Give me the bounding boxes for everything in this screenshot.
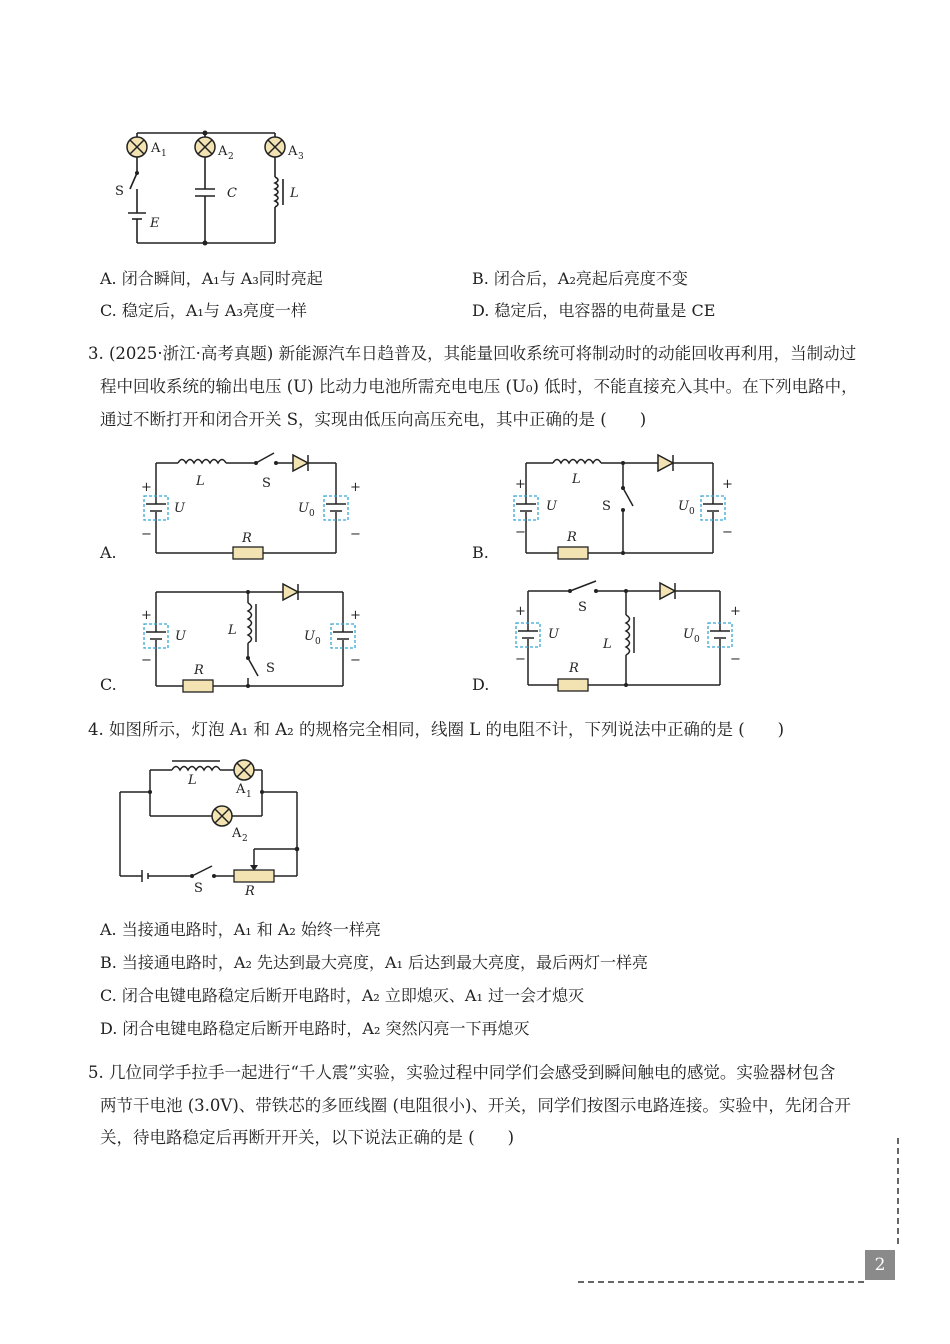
q3b-label-u0: U: [678, 499, 689, 514]
page-corner-decoration: [570, 1130, 910, 1290]
q3-circuit-c: [138, 578, 363, 693]
q3a-label-u: U: [174, 501, 185, 516]
q3b-label-u0-sub: 0: [689, 507, 695, 517]
q3a-minus-right: −: [350, 527, 361, 542]
q3b-label-l: L: [572, 472, 581, 487]
q3b-minus-left: −: [515, 525, 526, 540]
q3c-minus-right: −: [350, 653, 361, 668]
q3d-minus-right: −: [730, 652, 741, 667]
q3-stem-line3: 通过不断打开和闭合开关 S，实现由低压向高压充电，其中正确的是 ( ): [100, 410, 647, 429]
q3-option-d-letter: D.: [472, 675, 490, 694]
q3c-label-l: L: [228, 623, 237, 638]
q3a-plus-left: +: [141, 480, 152, 495]
q3-circuit-d: [508, 575, 743, 693]
q3d-label-l: L: [603, 637, 612, 652]
q3c-label-r: R: [194, 663, 204, 678]
q3-circuit-b: [508, 448, 740, 563]
q3d-label-u: U: [548, 627, 559, 642]
q4-lamp-a1-icon: [234, 760, 254, 780]
q4-label-r: R: [245, 884, 255, 897]
q3a-minus-left: −: [141, 527, 152, 542]
q2-label-c: C: [227, 186, 237, 201]
q2-option-d: D. 稳定后，电容器的电荷量是 CE: [472, 301, 716, 320]
q2-label-a3: A: [288, 144, 298, 159]
q4-option-b: B. 当接通电路时，A₂ 先达到最大亮度，A₁ 后达到最大亮度，最后两灯一样亮: [100, 953, 649, 972]
q3d-label-s: S: [578, 600, 587, 615]
q4-option-c: C. 闭合电键电路稳定后断开电路时，A₂ 立即熄灭、A₁ 过一会才熄灭: [100, 986, 584, 1005]
q3-option-c-letter: C.: [100, 675, 117, 694]
q2-label-a2: A: [218, 144, 228, 159]
q3b-minus-right: −: [722, 525, 733, 540]
q3a-label-s: S: [262, 476, 271, 491]
q3c-minus-left: −: [141, 653, 152, 668]
q3d-plus-right: +: [730, 604, 741, 619]
q3d-minus-left: −: [515, 652, 526, 667]
q4-circuit-figure: [112, 752, 312, 897]
q3c-label-s: S: [266, 661, 275, 676]
q3b-label-u: U: [546, 499, 557, 514]
q3a-label-l: L: [196, 474, 205, 489]
lamp-a3-icon: [265, 137, 285, 157]
q3c-label-u: U: [175, 629, 186, 644]
q2-option-c: C. 稳定后，A₁与 A₃亮度一样: [100, 301, 307, 320]
q2-label-a2-sub: 2: [228, 152, 234, 162]
q5-stem-line2: 两节干电池 (3.0V)、带铁芯的多匝线圈 (电阻很小)、开关，同学们按图示电路连接。实验中，先闭合开: [100, 1096, 851, 1115]
q3d-label-u0-sub: 0: [694, 635, 700, 645]
q3d-label-u0: U: [683, 627, 694, 642]
q2-label-a1-sub: 1: [161, 149, 167, 159]
q3c-plus-right: +: [350, 608, 361, 623]
q2-option-b: B. 闭合后，A₂亮起后亮度不变: [472, 269, 688, 288]
q3d-label-r: R: [569, 661, 579, 676]
q3b-label-s: S: [602, 499, 611, 514]
q3c-label-u0-sub: 0: [315, 637, 321, 647]
q2-label-l: L: [290, 186, 299, 201]
q3-option-a-letter: A.: [100, 543, 117, 562]
q4-label-s: S: [194, 881, 203, 896]
lamp-a2-icon: [195, 137, 215, 157]
q3b-plus-left: +: [515, 477, 526, 492]
q4-label-a1: A: [236, 782, 246, 797]
q2-label-e: E: [150, 216, 160, 231]
q4-option-a: A. 当接通电路时，A₁ 和 A₂ 始终一样亮: [100, 920, 381, 939]
q4-label-a1-sub: 1: [246, 790, 252, 800]
q4-stem: 4. 如图所示，灯泡 A₁ 和 A₂ 的规格完全相同，线圈 L 的电阻不计，下列说法中正确的是 ( ): [88, 720, 785, 739]
q3a-label-u0-sub: 0: [309, 509, 315, 519]
q2-circuit-figure: [100, 125, 320, 255]
page-number: 2: [865, 1250, 895, 1280]
q3-stem-line1: 3. (2025·浙江·高考真题) 新能源汽车日趋普及，其能量回收系统可将制动时的动能回收再利用，当制动过: [88, 344, 857, 363]
q3b-plus-right: +: [722, 477, 733, 492]
q2-label-a3-sub: 3: [298, 152, 304, 162]
q3c-plus-left: +: [141, 608, 152, 623]
q3d-plus-left: +: [515, 604, 526, 619]
q3c-label-u0: U: [304, 629, 315, 644]
q4-label-a2-sub: 2: [242, 834, 248, 844]
q4-label-l: L: [188, 773, 197, 788]
q4-option-d: D. 闭合电键电路稳定后断开电路时，A₂ 突然闪亮一下再熄灭: [100, 1019, 530, 1038]
q3-stem-line2: 程中回收系统的输出电压 (U) 比动力电池所需充电电压 (U₀) 低时，不能直接充入其中。在下列电路中，: [100, 377, 858, 396]
q3a-label-u0: U: [298, 501, 309, 516]
q2-label-a1: A: [151, 141, 161, 156]
q3-circuit-a: [138, 448, 363, 563]
q5-stem-line3: 关，待电路稳定后再断开开关，以下说法正确的是 ( ): [100, 1128, 515, 1147]
q2-option-a: A. 闭合瞬间，A₁与 A₃同时亮起: [100, 269, 323, 288]
q4-label-a2: A: [232, 826, 242, 841]
lamp-a1-icon: [127, 137, 147, 157]
q3b-label-r: R: [567, 530, 577, 545]
q4-lamp-a2-icon: [212, 806, 232, 826]
q3-option-b-letter: B.: [472, 543, 489, 562]
q3a-plus-right: +: [350, 480, 361, 495]
q3a-label-r: R: [242, 531, 252, 546]
q5-stem-line1: 5. 几位同学手拉手一起进行“千人震”实验，实验过程中同学们会感受到瞬间触电的感觉。实验器材包含: [88, 1063, 836, 1082]
q2-label-s: S: [115, 184, 124, 199]
